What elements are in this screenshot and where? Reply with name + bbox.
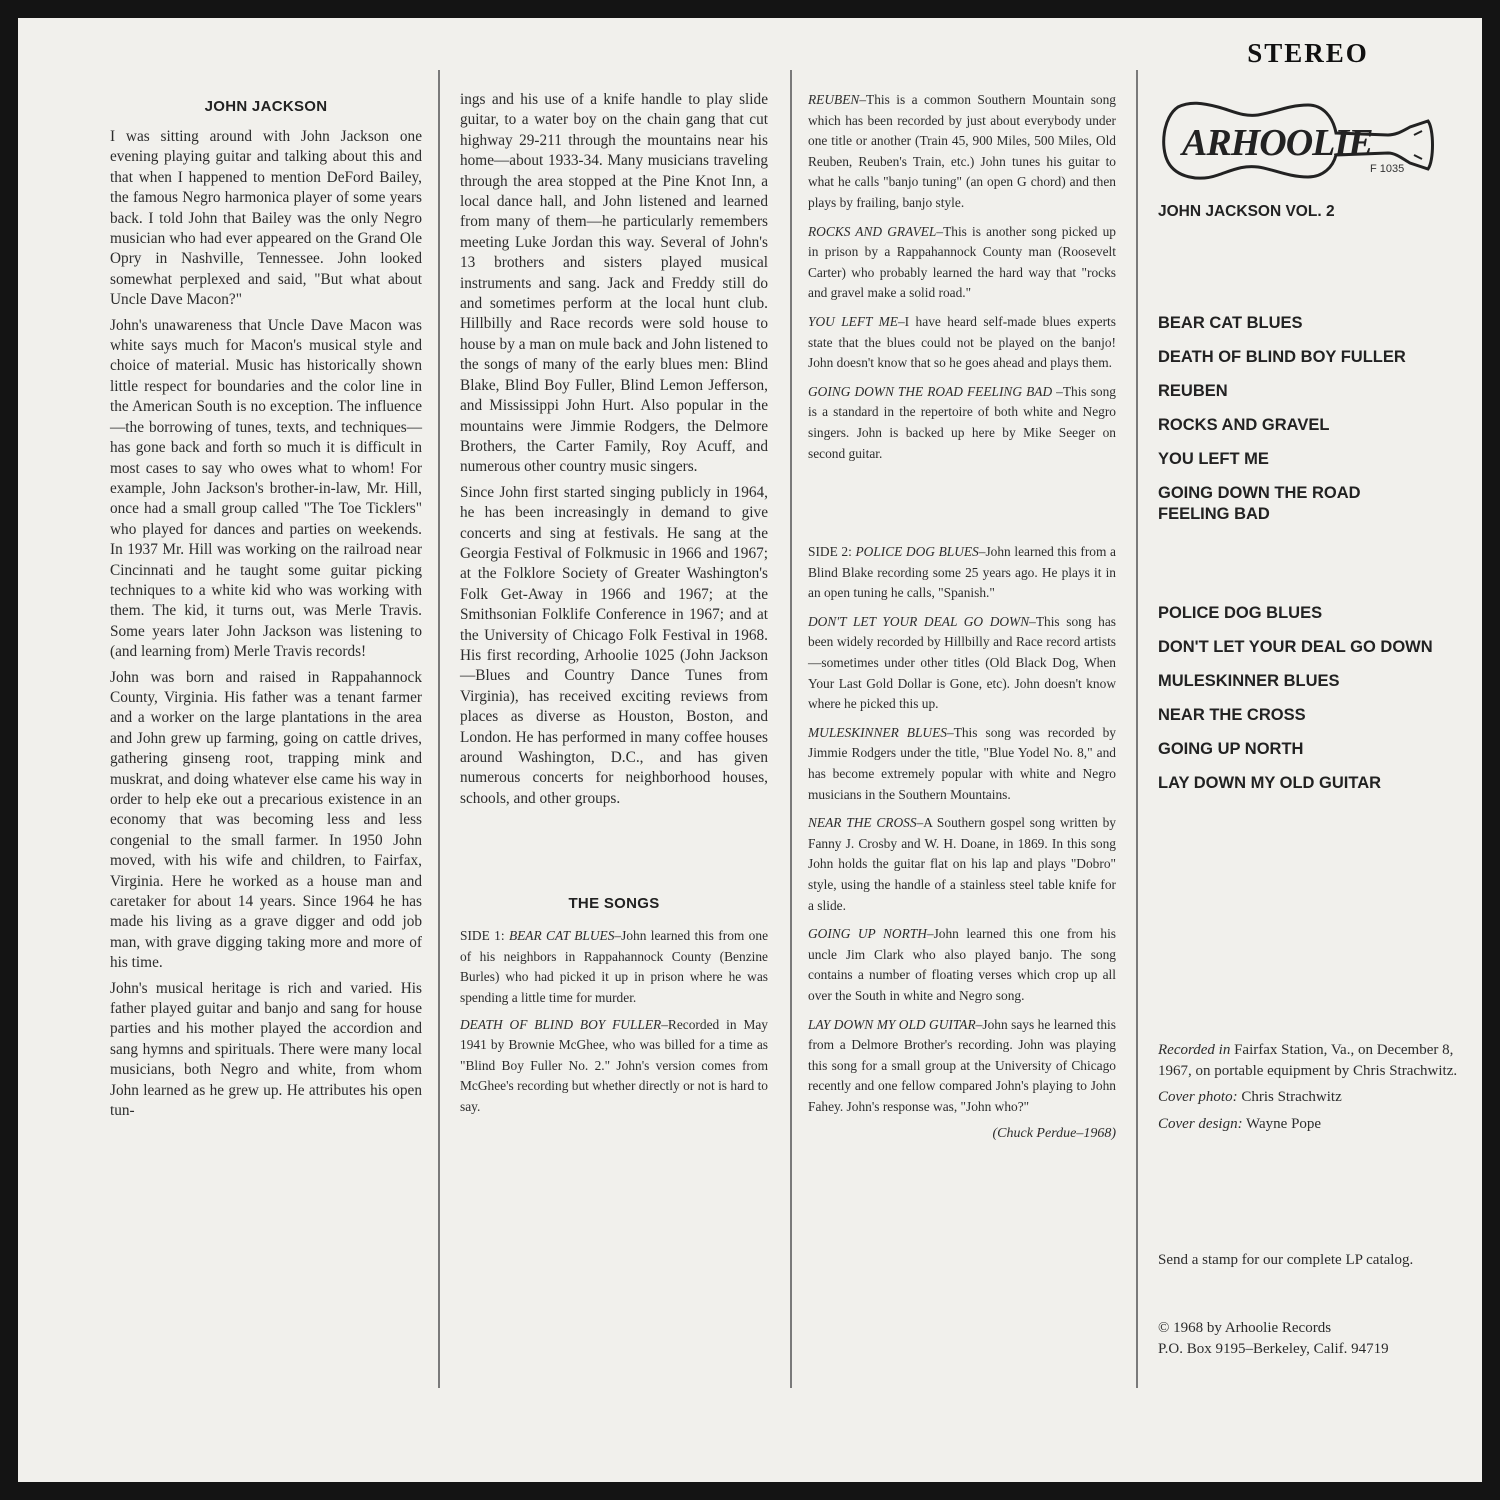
song-note-title: DON'T LET YOUR DEAL GO DOWN: [808, 613, 1030, 629]
essay-paragraph: John was born and raised in Rappahannock County, Virginia. His father was a tenant farmer and a worker on the large plantations in the area and John grew up farming, going on cattle drives, gathering ginseng root, trapping mink and muskrat, and doing whatever else came his way in order to help eke out a precarious existence in an economy that was becoming less and less congenial to the small farmer. In 1950 John moved, with his wife and children, to Fairfax, Virginia. Here he worked as a house man and caretaker for about 14 years. Since 1964 he has made his living as a grave digger and odd job man, with grave digging taking more and more of his time.: [110, 668, 422, 972]
song-note: NEAR THE CROSS–A Southern gospel song written by Fanny J. Crosby and W. H. Doane, in 1869. In this song John holds the guitar flat on his lap and plays "Dobro" style, using the handle of a stainless steel table knife for a slide.: [808, 815, 1116, 913]
song-note-title: NEAR THE CROSS: [808, 815, 917, 831]
author-credit: (Chuck Perdue–1968): [992, 1125, 1116, 1141]
song-note-title: GOING DOWN THE ROAD FEELING BAD: [808, 383, 1053, 399]
song-note: YOU LEFT ME–I have heard self-made blues experts state that the blues could not be played on the banjo! John doesn't know that so he goes ahead and plays them.: [808, 313, 1116, 371]
track-item: POLICE DOG BLUES: [1158, 604, 1323, 622]
album-back-cover: [18, 18, 1482, 1482]
track-item: MULESKINNER BLUES: [1158, 672, 1340, 690]
song-note: SIDE 2: POLICE DOG BLUES–John learned this from a Blind Blake recording some 25 years ago. He plays it in an open tuning he calls, "Spanish.": [808, 544, 1116, 601]
essay-heading: JOHN JACKSON: [204, 98, 328, 115]
essay-paragraph: John's unawareness that Uncle Dave Macon was white says much for Macon's musical style and choice of material. Music has historically shown little respect for boundaries and the color line in the American South is no exception. The influence—the borrowing of tunes, texts, and techniques—has gone back and forth so much it is difficult in most cases to say who owes what to whom! For example, John Jackson's brother-in-law, Mr. Hill, once had a small group called "The Toe Ticklers" who played for dances and parties on weekends. In 1937 Mr. Hill was working on the railroad near Cincinnati and he taught some guitar picking techniques to a white kid who was working with them. The kid, it turns out, was Merle Travis. Some years later John Jackson was listening to (and learning from) Merle Travis records!: [110, 316, 422, 661]
song-note-title: MULESKINNER BLUES: [808, 724, 947, 740]
track-item: REUBEN: [1158, 382, 1228, 400]
essay-column: [110, 98, 422, 1127]
song-note: DON'T LET YOUR DEAL GO DOWN–This song has been widely recorded by Hillbilly and Race record artists—sometimes under other titles (Old Black Dog, When Your Last Gold Dollar is Gone, etc). John doesn't know where he picked this up.: [808, 613, 1116, 712]
track-item: DEATH OF BLIND BOY FULLER: [1158, 348, 1406, 366]
cover-design-credit: Cover design: Wayne Pope: [1158, 1115, 1322, 1132]
song-note-title: REUBEN: [808, 92, 860, 107]
copyright: © 1968 by Arhoolie Records: [1158, 1320, 1332, 1336]
track-item: LAY DOWN MY OLD GUITAR: [1158, 774, 1382, 792]
essay-continued-column: [460, 90, 768, 1124]
track-item: BEAR CAT BLUES: [1158, 314, 1303, 332]
catalog-offer: Send a stamp for our complete LP catalog.: [1158, 1252, 1414, 1268]
song-note: LAY DOWN MY OLD GUITAR–John says he learned this from a Delmore Brother's recording. John was playing this song for a small group at the University of Chicago recently and one fellow compared John's playing to John Fahey. John's response was, "John who?": [808, 1016, 1116, 1114]
song-note-title: LAY DOWN MY OLD GUITAR: [808, 1016, 976, 1032]
song-note-title: BEAR CAT BLUES: [508, 928, 615, 944]
track-item: GOING UP NORTH: [1158, 740, 1304, 758]
song-note: GOING DOWN THE ROAD FEELING BAD –This song is a standard in the repertoire of both white and Negro singers. John is backed up here by Mike Seeger on second guitar.: [808, 383, 1117, 461]
song-notes-column: [808, 90, 1116, 1142]
essay-paragraph: ings and his use of a knife handle to play slide guitar, to a water boy on the chain gang that cut highway 29-211 through the mountains near his home—about 1933-34. Many musicians traveling through the area stopped at the Pine Knot Inn, a local dance hall, and John listened and learned from many of them—he particularly remembers meeting Luke Jordan this way. Several of John's 13 brothers and sisters played musical instruments and sang. Jack and Freddy still do and sometimes perform at the local hunt club. Hillbilly and Race records were sold house to house by a man on mule back and John listened to the songs of many of the early blues men: Blind Blake, Blind Boy Fuller, Blind Lemon Jefferson, and Mississippi John Hurt. Also popular in the mountains were Jimmie Rodgers, the Delmore Brothers, the Carter Family, Roy Acuff, and numerous other country music singers.: [460, 91, 768, 476]
essay-paragraph: Since John first started singing publicly in 1964, he has been increasingly in demand to give concerts and sing at festivals. He sang at the Georgia Festival of Folkmusic in 1966 and 1967; at the Folklore Society of Greater Washington's Folk Get-Away in 1966 and 1967; at the Smithsonian Folklife Conference in 1967; and at the University of Chicago Folk Festival in 1968. His first recording, Arhoolie 1025 (John Jackson—Blues and Country Dance Tunes from Virginia), has received exciting reviews from places as diverse as Houston, Boston, and London. He has performed in many coffee houses around Washington, D.C., and has given numerous concerts for neighborhood houses, schools, and other groups.: [460, 483, 768, 807]
track-item: GOING DOWN THE ROAD FEELING BAD: [1158, 484, 1361, 523]
track-item: YOU LEFT ME: [1158, 450, 1269, 468]
guitar-logo-icon: [1158, 77, 1448, 195]
track-item: NEAR THE CROSS: [1158, 706, 1306, 724]
song-note-title: YOU LEFT ME: [808, 313, 898, 329]
cover-photo-credit: Cover photo: Chris Strachwitz: [1158, 1089, 1342, 1106]
song-note: GOING UP NORTH–John learned this one from his uncle Jim Clark who also played banjo. The song contains a number of floating verses which crop up all over the South in white and Negro song.: [808, 926, 1117, 1003]
recording-info: Recorded in Fairfax Station, Va., on December 8, 1967, on portable equipment by Chris Strachwitz.: [1158, 1042, 1458, 1079]
side-1-tracklist: [1158, 313, 1468, 525]
column-divider: [438, 70, 440, 1388]
column-divider: [1136, 70, 1138, 1388]
tracklist-column: [1158, 38, 1468, 807]
song-note-title: DEATH OF BLIND BOY FULLER: [460, 1016, 662, 1032]
essay-paragraph: I was sitting around with John Jackson one evening playing guitar and talking about this and that when I happened to mention DeFord Bailey, the famous Negro harmonica player of some years back. I told John that Bailey was the only Negro musician who had ever appeared on the Grand Ole Opry in Nashville, Tennessee. John looked somewhat perplexed and said, "But what about Uncle Dave Macon?": [110, 128, 422, 309]
stereo-label: STEREO: [1247, 38, 1369, 68]
logo-wordmark: ARHOOLIE: [1182, 122, 1373, 164]
song-note: REUBEN–This is a common Southern Mountain song which has been recorded by just about everybody under one title or another (Train 45, 900 Miles, 500 Miles, Old Reuben, Reuben's Train, etc.) John tunes his guitar to what he calls "banjo tuning" (an open G chord) and then plays by frailing, banjo style.: [808, 92, 1116, 210]
song-note-title: GOING UP NORTH: [808, 926, 927, 942]
song-note: MULESKINNER BLUES–This song was recorded by Jimmie Rodgers under the title, "Blue Yodel No. 8," and has become extremely popular with white and Negro musicians in the Southern Mountains.: [808, 724, 1116, 802]
essay-paragraph: John's musical heritage is rich and varied. His father played guitar and banjo and sang for house parties and his mother played the accordion and sang hymns and spirituals. There were many local musicians, both Negro and white, from whom John learned as he grew up. He attributes his open tun-: [110, 979, 422, 1120]
arhoolie-logo: [1158, 77, 1448, 195]
side-2-tracklist: [1158, 603, 1468, 794]
column-divider: [790, 70, 792, 1388]
recording-credits: [1158, 1040, 1468, 1140]
song-note-title: POLICE DOG BLUES: [855, 544, 979, 560]
song-note: ROCKS AND GRAVEL–This is another song picked up in prison by a Rappahannock County man (Roosevelt Carter) who probably learned the hard way that "rocks and gravel make a solid road.": [808, 223, 1116, 301]
song-note: DEATH OF BLIND BOY FULLER–Recorded in May 1941 by Brownie McGhee, who was billed for a time as "Blind Boy Fuller No. 2." John's version comes from McGhee's recording but whether directly or not is hard to say.: [460, 1016, 768, 1114]
catalog-number: F 1035: [1370, 163, 1405, 175]
track-item: ROCKS AND GRAVEL: [1158, 416, 1330, 434]
song-note: SIDE 1: BEAR CAT BLUES–John learned this from one of his neighbors in Rappahannock County (Benzine Burles) who had picked it up in prison where he was spending a little time for murder.: [460, 928, 769, 1005]
address: P.O. Box 9195–Berkeley, Calif. 94719: [1158, 1340, 1389, 1357]
songs-heading: THE SONGS: [568, 895, 660, 913]
track-item: DON'T LET YOUR DEAL GO DOWN: [1158, 638, 1433, 656]
copyright-block: [1158, 1318, 1468, 1359]
song-note-title: ROCKS AND GRAVEL: [808, 223, 937, 239]
album-title: JOHN JACKSON VOL. 2: [1158, 203, 1335, 220]
